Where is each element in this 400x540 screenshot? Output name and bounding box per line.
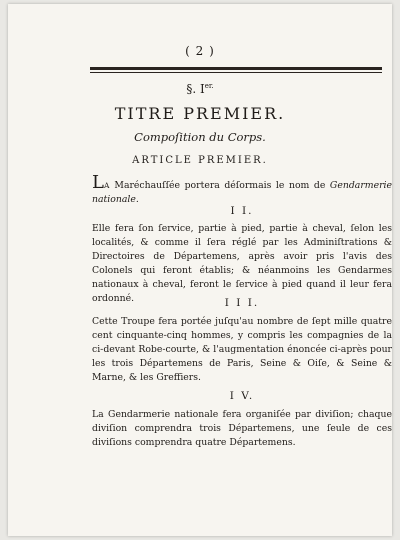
article-2-paragraph: Elle fera ſon ſervice, partie à pied, partie à cheval, ſelon les localités, & comme il ſera réglé par les Adminiſtrations & Directoires de Départemens, après avoir pris l'avis des Colonels qui feront établis; & néanmoins les Gendarmes nationaux à cheval, feront le ſervice à pied quand il leur fera ordonné. <box>92 223 392 304</box>
section-heading <box>8 82 392 96</box>
document-page <box>8 4 392 536</box>
title-heading: TITRE PREMIER. <box>114 104 286 123</box>
article-1-italic: Gendarmerie nationale. <box>92 180 392 205</box>
article-4-numeral: I V. <box>229 390 255 402</box>
article-3-numeral: I I I. <box>224 297 260 309</box>
article-heading: ARTICLE PREMIER. <box>132 155 268 166</box>
article-4-paragraph: La Gendarmerie nationale fera organiſée par diviſion; chaque diviſion comprendra trois Départemens, une ſeule de ces diviſions comprendra quatre Départemens. <box>92 409 392 448</box>
article-1-text: Maréchauſſée portera déſormais le nom de <box>109 180 330 191</box>
drop-cap: L <box>92 172 104 193</box>
section-mark: §. I <box>186 82 205 96</box>
subtitle-heading: Compoſition du Corps. <box>134 130 266 144</box>
article-2-numeral: I I. <box>230 205 254 217</box>
article-1-paragraph <box>92 172 392 207</box>
small-caps-word: A <box>103 181 110 190</box>
article-3-paragraph: Cette Troupe fera portée juſqu'au nombre de ſept mille quatre cent cinquante-cinq hommes, y compris les compagnies de la ci-devant Robe-courte, & l'augmentation énoncée ci-après pour les trois Départemens de Paris, Seine & Oiſe, & Seine & Marne, & les Greffiers. <box>92 316 392 383</box>
header-rule <box>90 67 382 70</box>
page-number: ( 2 ) <box>185 44 215 58</box>
section-superscript: er. <box>204 82 214 90</box>
